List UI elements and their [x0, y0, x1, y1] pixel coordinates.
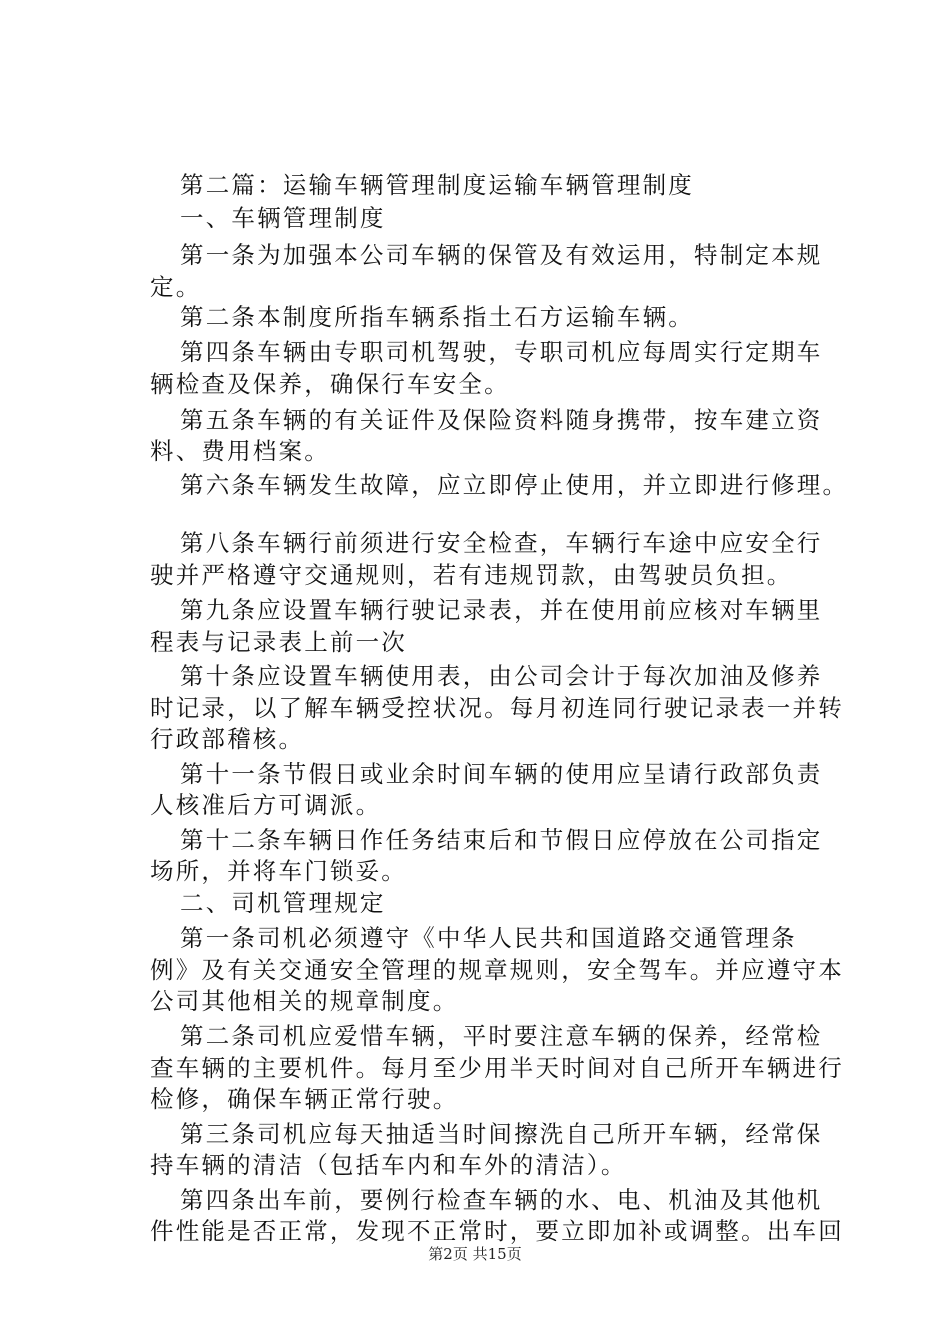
text-line: 第四条车辆由专职司机驾驶，专职司机应每周实行定期车 [180, 338, 823, 366]
text-line: 驶并严格遵守交通规则，若有违规罚款，由驾驶员负担。 [150, 561, 793, 589]
text-line: 第五条车辆的有关证件及保险资料随身携带，按车建立资 [180, 406, 823, 434]
text-line: 第十条应设置车辆使用表，由公司会计于每次加油及修养 [180, 662, 823, 690]
text-line: 人核准后方可调派。 [150, 791, 382, 819]
text-line: 第一条司机必须遵守《中华人民共和国道路交通管理条 [180, 924, 797, 952]
text-line: 场所，并将车门锁妥。 [150, 857, 407, 885]
text-line: 程表与记录表上前一次 [150, 628, 407, 656]
text-line: 第四条出车前，要例行检查车辆的水、电、机油及其他机 [180, 1186, 823, 1214]
text-line: 定。 [150, 273, 202, 301]
text-line: 第九条应设置车辆行驶记录表，并在使用前应核对车辆里 [180, 596, 823, 624]
document-title: 第二篇：运输车辆管理制度运输车辆管理制度 [180, 171, 694, 199]
text-line: 第八条车辆行前须进行安全检查，车辆行车途中应安全行 [180, 529, 823, 557]
text-line: 第十一条节假日或业余时间车辆的使用应呈请行政部负责 [180, 760, 823, 788]
text-line: 例》及有关交通安全管理的规章规则，安全驾车。并应遵守本 [150, 956, 844, 984]
text-line: 辆检查及保养，确保行车安全。 [150, 370, 510, 398]
text-line: 检修，确保车辆正常行驶。 [150, 1085, 459, 1113]
text-line: 公司其他相关的规章制度。 [150, 987, 459, 1015]
text-line: 第二条司机应爱惜车辆，平时要注意车辆的保养，经常检 [180, 1022, 823, 1050]
text-line: 持车辆的清洁（包括车内和车外的清洁）。 [150, 1151, 627, 1179]
text-line: 第六条车辆发生故障，应立即停止使用，并立即进行修理。 [180, 471, 849, 499]
text-line: 料、费用档案。 [150, 437, 330, 465]
text-line: 行政部稽核。 [150, 725, 305, 753]
text-line: 时记录，以了解车辆受控状况。每月初连同行驶记录表一并转 [150, 694, 844, 722]
section-heading: 二、司机管理规定 [180, 889, 386, 917]
text-line: 查车辆的主要机件。每月至少用半天时间对自己所开车辆进行 [150, 1054, 844, 1082]
text-line: 第一条为加强本公司车辆的保管及有效运用，特制定本规 [180, 241, 823, 269]
text-line: 第二条本制度所指车辆系指土石方运输车辆。 [180, 303, 694, 331]
text-line: 第十二条车辆日作任务结束后和节假日应停放在公司指定 [180, 826, 823, 854]
text-line: 第三条司机应每天抽适当时间擦洗自己所开车辆，经常保 [180, 1120, 823, 1148]
page-footer: 第2页 共15页 [428, 1245, 522, 1263]
section-heading: 一、车辆管理制度 [180, 204, 386, 232]
text-line: 件性能是否正常，发现不正常时，要立即加补或调整。出车回 [150, 1217, 844, 1245]
